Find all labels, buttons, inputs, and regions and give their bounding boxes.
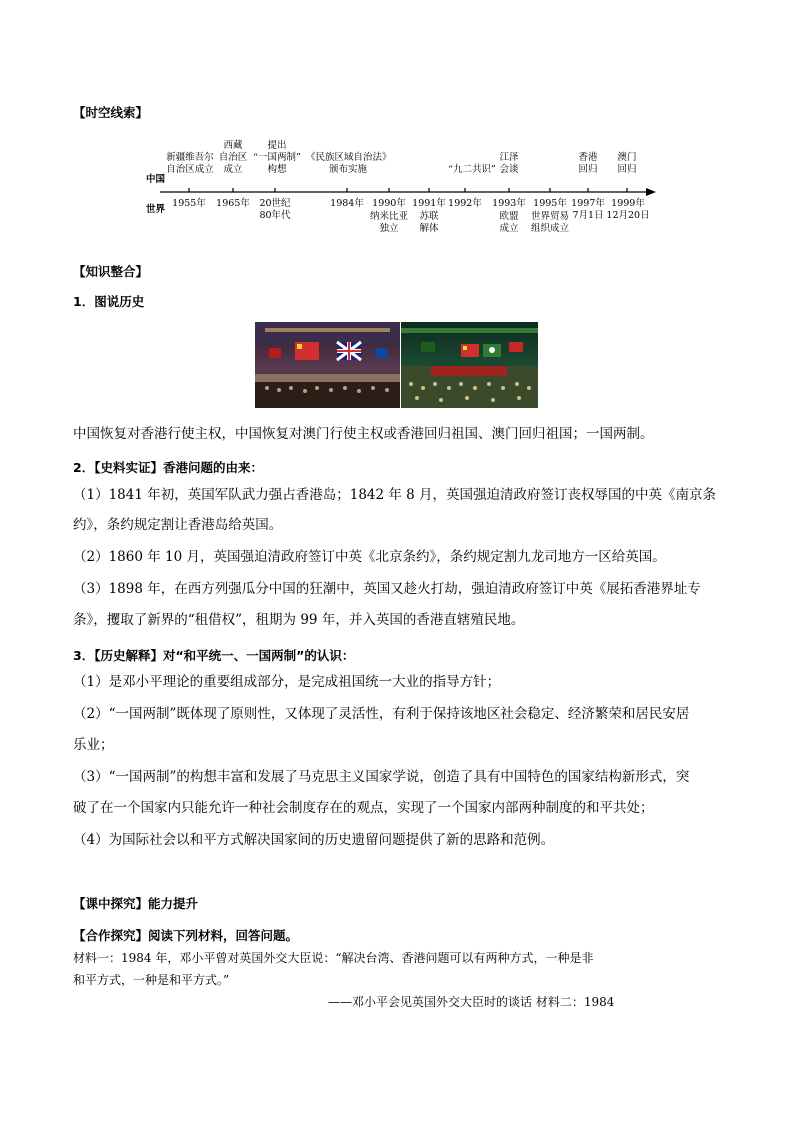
item2-p1-line1: （1）1841 年初，英国军队武力强占香港岛；1842 年 8 月，英国强迫清政府签订丧权辱国的中英《南京条 xyxy=(73,487,717,503)
timeline-event-tibet: 西藏 自治区 成立 xyxy=(218,140,248,175)
timeline-event-hk-return: 香港 回归 xyxy=(578,152,598,175)
timeline-date-1990: 1990年 xyxy=(372,198,406,209)
item1-caption: 中国恢复对香港行使主权，中国恢复对澳门行使主权或香港回归祖国、澳门回归祖国；一国两制。 xyxy=(73,426,654,442)
timeline-date-1980s: 20世纪 80年代 xyxy=(259,198,291,221)
timeline-world-eu: 欧盟 成立 xyxy=(499,211,519,234)
timeline-event-macau-return: 澳门 回归 xyxy=(617,152,637,175)
item3-p4: （4）为国际社会以和平方式解决国家间的历史遗留问题提供了新的思路和范例。 xyxy=(73,832,555,848)
section-title-timeline: 【时空线索】 xyxy=(73,105,149,120)
timeline-event-one-country-two-systems: 提出 “一国两制” 构想 xyxy=(253,140,301,175)
timeline-world-ussr: 苏联 解体 xyxy=(419,211,439,234)
item3-p3-line1: （3）“一国两制”的构想丰富和发展了马克思主义国家学说，创造了具有中国特色的国家结构新形式，突 xyxy=(73,769,690,785)
item1-title: 1．图说历史 xyxy=(73,294,145,309)
item2-p1-line2: 约》，条约规定割让香港岛给英国。 xyxy=(73,517,283,533)
hk-handover-photo xyxy=(255,322,400,408)
timeline-date-1984: 1984年 xyxy=(330,198,364,209)
material-source: ——邓小平会见英国外交大臣时的谈话 材料二：1984 xyxy=(328,995,615,1009)
section-title-integration: 【知识整合】 xyxy=(73,264,149,279)
item3-p1: （1）是邓小平理论的重要组成部分，是完成祖国统一大业的指导方针； xyxy=(73,674,501,690)
timeline-date-1991: 1991年 xyxy=(412,198,446,209)
item2-p3-line1: （3）1898 年，在西方列强瓜分中国的狂潮中，英国又趁火打劫，强迫清政府签订中英《展拓香港界址专 xyxy=(73,581,701,597)
timeline-world-label: 世界 xyxy=(146,204,166,215)
timeline-date-1992: 1992年 xyxy=(448,198,482,209)
item3-p2-line1: （2）“一国两制”既体现了原则性，又体现了灵活性，有利于保持该地区社会稳定、经济繁荣和居民安居 xyxy=(73,706,690,722)
section-title-explore: 【课中探究】能力提升 xyxy=(73,896,199,911)
timeline-china-label: 中国 xyxy=(146,174,166,185)
timeline-event-autonomy-law: 《民族区域自治法》 颁布实施 xyxy=(306,152,392,175)
timeline-world-namibia: 纳米比亚 独立 xyxy=(369,211,408,234)
item2-p3-line2: 条》，攫取了新界的“租借权”，租期为 99 年，并入英国的香港直辖殖民地。 xyxy=(73,612,525,628)
timeline-event-1992-consensus: “九二共识” xyxy=(448,164,496,175)
item2-p2: （2）1860 年 10 月，英国强迫清政府签订中英《北京条约》，条约规定割九龙司地方一区给英国。 xyxy=(73,549,666,565)
item3-title: 3．【历史解释】对“和平统一、一国两制”的认识： xyxy=(73,648,355,663)
cooperate-title: 【合作探究】阅读下列材料，回答问题。 xyxy=(73,928,299,943)
timeline-event-xinjiang: 新疆维吾尔 自治区成立 xyxy=(166,152,214,175)
item2-title: 2．【史料实证】香港问题的由来： xyxy=(73,460,263,475)
timeline-date-1993: 1993年 xyxy=(492,198,526,209)
item3-p3-line2: 破了在一个国家内只能允许一种社会制度存在的观点，实现了一个国家内部两种制度的和平共处； xyxy=(73,800,654,816)
timeline-world-wto: 世界贸易 组织成立 xyxy=(530,211,569,234)
item3-p2-line2: 乐业； xyxy=(73,737,114,753)
timeline-date-1995: 1995年 xyxy=(533,198,567,209)
timeline-axis xyxy=(160,186,660,198)
macau-handover-photo xyxy=(401,322,538,408)
timeline-date-1997: 1997年 7月1日 xyxy=(571,198,605,221)
timeline-date-1999: 1999年 12月20日 xyxy=(606,198,650,221)
timeline-date-1965: 1965年 xyxy=(216,198,250,209)
timeline-event-talks: 江泽 会谈 xyxy=(499,152,519,175)
material1-line2: 和平方式，一种是和平方式。” xyxy=(73,973,230,987)
timeline-date-1955: 1955年 xyxy=(172,198,206,209)
material1-line1: 材料一：1984 年，邓小平曾对英国外交大臣说：“解决台湾、香港问题可以有两种方式，一种是非 xyxy=(73,951,594,965)
